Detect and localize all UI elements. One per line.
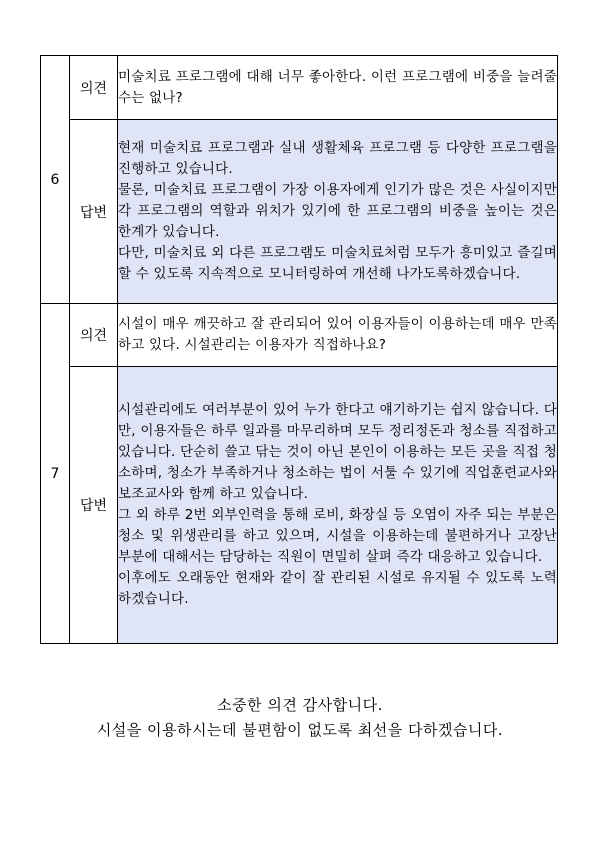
answer-paragraph: 물론, 미술치료 프로그램이 가장 이용자에게 인기가 많은 것은 사실이지만 각 프로그램의 역할과 위치가 있기에 한 프로그램의 비중을 높이는 것은 한계가 있습니다. [118,182,557,240]
closing-commitment: 시설을 이용하시는데 불편함이 없도록 최선을 다하겠습니다. [96,721,504,739]
answer-paragraph: 시설관리에도 여러부분이 있어 누가 한다고 얘기하기는 쉽지 않습니다. 다만, 이용자들은 하루 일과를 마무리하며 모두 정리정돈과 청소를 직접하고 있습니다. 단순히 쓸고 닦는 것이 아닌 본인이 이용하는 모든 곳을 직접 청소하며, 청소가 부족하거나 청소하는 법이 서툴 수 있기에 직업훈련교사와 보조교사와 함께 하고 있습니다. [118,402,557,502]
opinion-text: 시설이 매우 깨끗하고 잘 관리되어 있어 이용자들이 이용하는데 매우 만족하고 있다. 시설관리는 이용자가 직접하나요? [118,304,558,367]
opinion-label: 의견 [70,304,118,367]
answer-text [118,120,558,304]
answer-paragraph: 그 외 하루 2번 외부인력을 통해 로비, 화장실 등 오염이 자주 되는 부분은 청소 및 위생관리를 하고 있으며, 시설을 이용하는데 불편하거나 고장난 부분에 대해서는 담당하는 직원이 면밀히 살펴 즉각 대응하고 있습니다. [118,507,557,565]
answer-label: 답변 [70,367,118,644]
row-number: 6 [41,56,70,304]
qa-row-7-answer [41,367,558,644]
opinion-label: 의견 [70,56,118,120]
qa-row-6-answer [41,120,558,304]
qa-row-7-opinion [41,304,558,367]
closing-thanks: 소중한 의견 감사합니다. [217,696,383,714]
qa-row-6-opinion [41,56,558,120]
qa-table [40,55,558,644]
answer-text [118,367,558,644]
answer-paragraph: 이후에도 오래동안 현재와 같이 잘 관리된 시설로 유지될 수 있도록 노력하겠습니다. [118,570,557,607]
row-number: 7 [41,304,70,644]
opinion-text: 미술치료 프로그램에 대해 너무 좋아한다. 이런 프로그램에 비중을 늘려줄 수는 없나? [118,56,558,120]
answer-label: 답변 [70,120,118,304]
answer-paragraph: 현재 미술치료 프로그램과 실내 생활체육 프로그램 등 다양한 프로그램을 진행하고 있습니다. [118,140,557,177]
answer-paragraph: 다만, 미술치료 외 다른 프로그램도 미술치료처럼 모두가 흥미있고 즐길며 할 수 있도록 지속적으로 모니터링하여 개선해 나가도록하겠습니다. [118,245,557,282]
